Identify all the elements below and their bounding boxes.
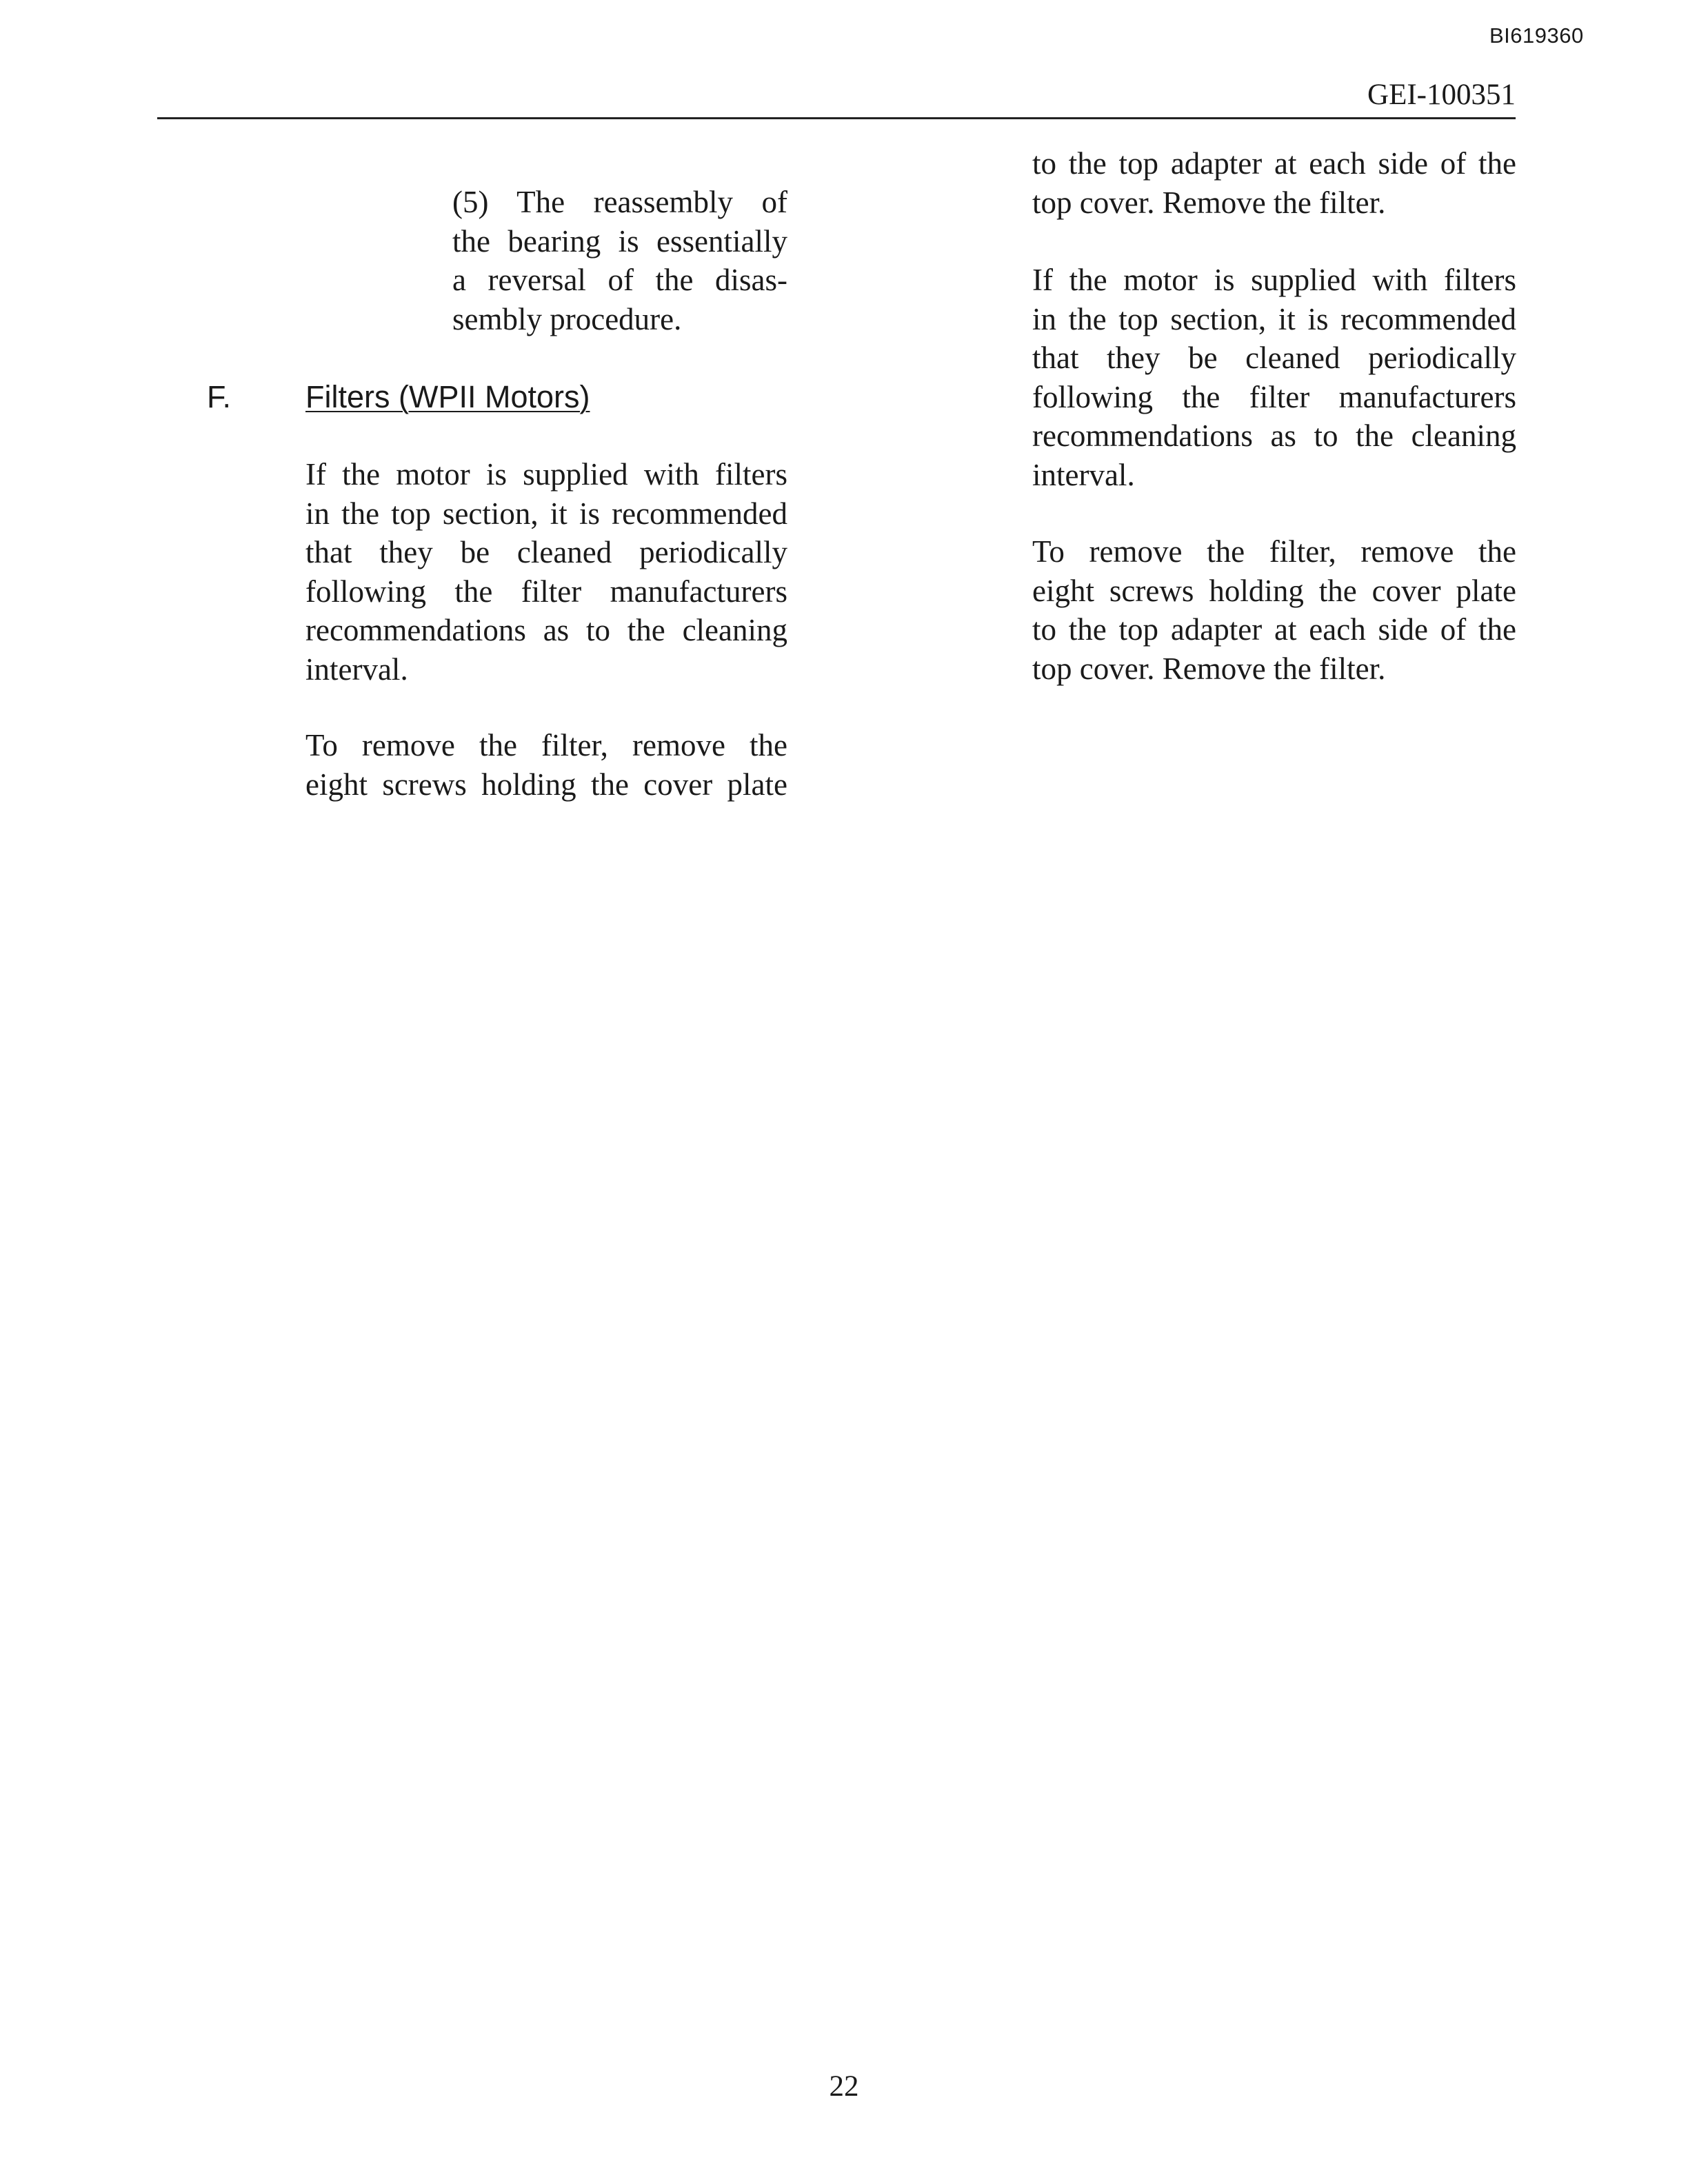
header-rule — [157, 117, 1516, 119]
left-paragraph-remove-filter — [305, 726, 787, 804]
text-line: interval. — [305, 651, 408, 687]
text-line: If the motor is supplied with filters — [1032, 263, 1516, 297]
text-line: top cover. Remove the filter. — [1032, 185, 1386, 220]
right-paragraph-remove-filter — [1032, 532, 1516, 688]
text-line: (5) The reassembly of — [452, 185, 787, 219]
text-line: in the top section, it is recommended — [305, 496, 787, 531]
item-5-paragraph — [452, 183, 787, 338]
page-number: 22 — [829, 2070, 859, 2103]
text-line: eight screws holding the cover plate — [1032, 573, 1516, 608]
text-line: that they be cleaned periodically — [305, 535, 787, 569]
text-line: If the motor is supplied with filters — [305, 457, 787, 492]
bi-code: BI619360 — [1489, 23, 1584, 48]
text-line: interval. — [1032, 457, 1135, 492]
section-title: Filters (WPII Motors) — [305, 379, 590, 414]
right-paragraph-continuation — [1032, 144, 1516, 222]
text-line: that they be cleaned periodically — [1032, 341, 1516, 375]
text-line: the bearing is essentially — [452, 223, 787, 259]
text-line: recommendations as to the cleaning — [1032, 418, 1516, 453]
text-line: following the filter manufacturers — [305, 574, 787, 609]
left-paragraph-filters-intro — [305, 455, 787, 689]
text-line: to the top adapter at each side of the — [1032, 612, 1516, 647]
text-line: to the top adapter at each side of the — [1032, 146, 1516, 181]
text-line: recommendations as to the cleaning — [305, 613, 787, 647]
document-number: GEI-100351 — [1367, 79, 1516, 111]
text-line: eight screws holding the cover plate — [305, 767, 787, 802]
text-line: a reversal of the disas- — [452, 263, 787, 297]
text-line: sembly procedure. — [452, 301, 682, 336]
text-line: To remove the filter, remove the — [1032, 534, 1516, 569]
right-paragraph-filters-intro — [1032, 261, 1516, 494]
section-letter: F. — [207, 379, 232, 414]
text-line: To remove the filter, remove the — [305, 728, 787, 762]
text-line: following the filter manufacturers — [1032, 379, 1516, 414]
text-line: top cover. Remove the filter. — [1032, 651, 1386, 686]
text-line: in the top section, it is recommended — [1032, 301, 1516, 336]
